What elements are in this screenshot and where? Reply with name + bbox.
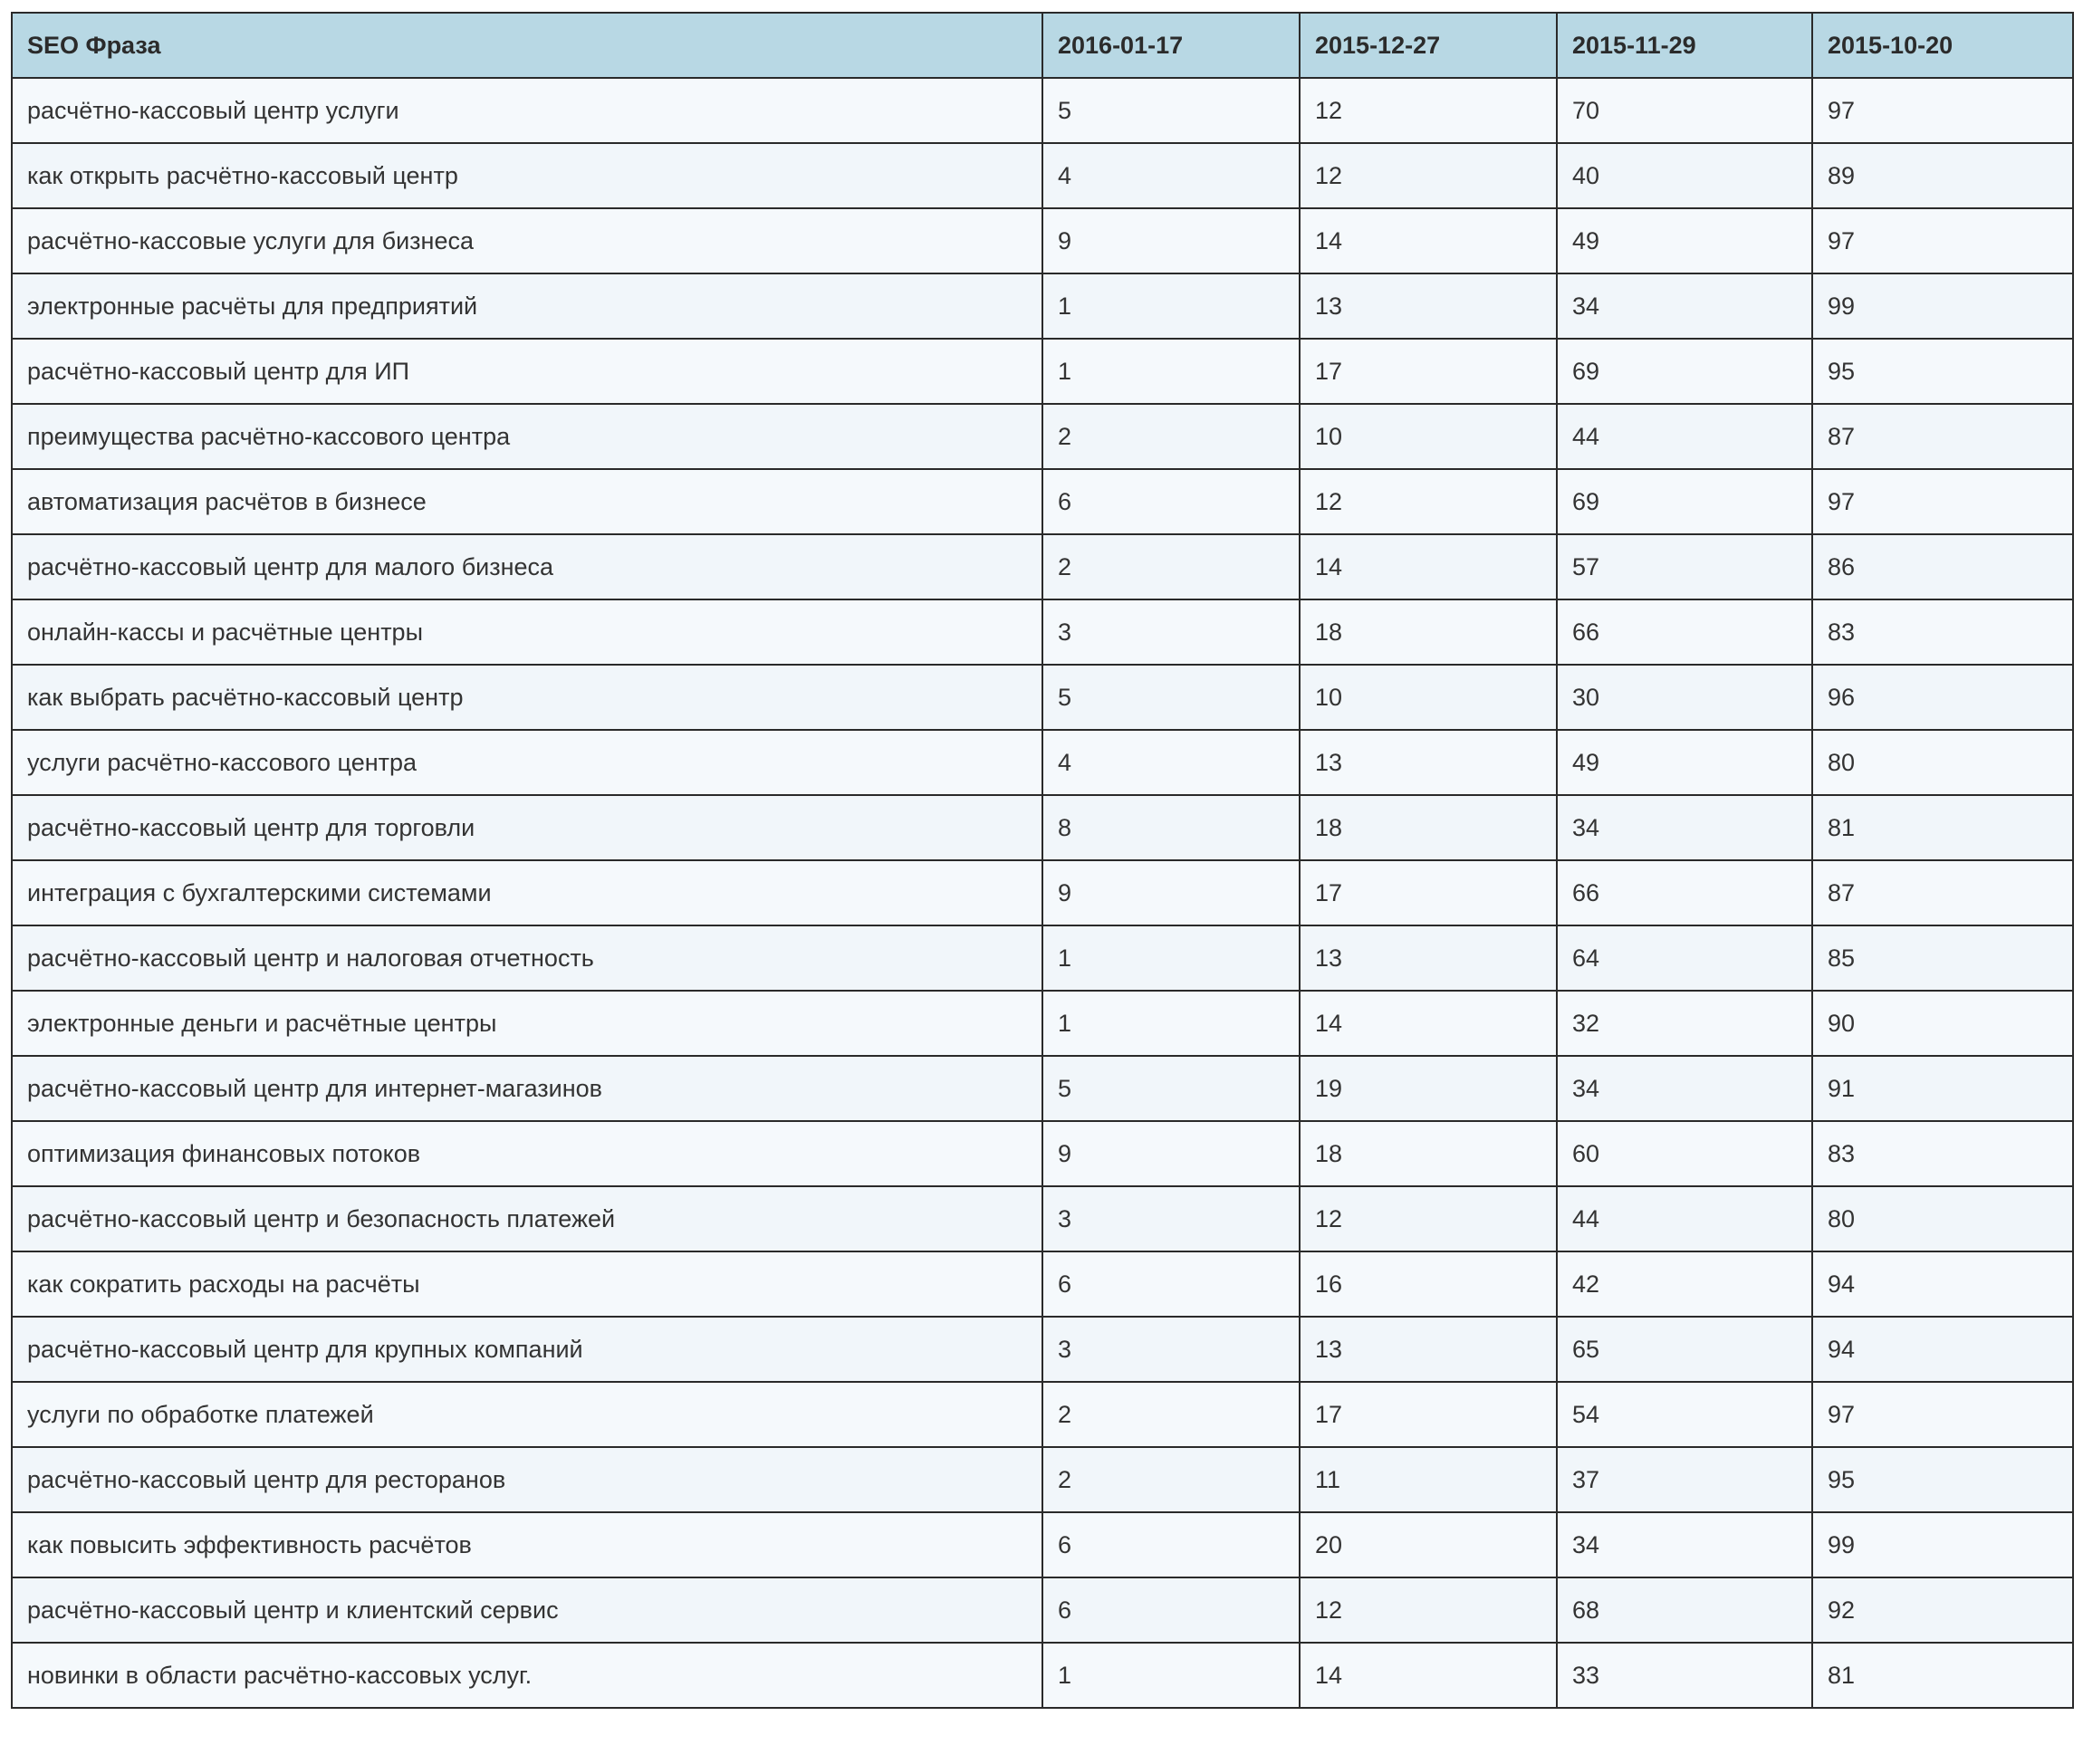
table-body — [12, 78, 2073, 1708]
cell-date-3: 68 — [1557, 1577, 1812, 1643]
cell-phrase: как выбрать расчётно-кассовый центр — [12, 665, 1042, 730]
cell-date-2: 18 — [1300, 795, 1557, 860]
table-header — [12, 13, 2073, 78]
cell-phrase: расчётно-кассовый центр и безопасность платежей — [12, 1186, 1042, 1251]
cell-date-3: 34 — [1557, 1056, 1812, 1121]
table-row — [12, 1643, 2073, 1708]
cell-date-3: 37 — [1557, 1447, 1812, 1512]
table-row — [12, 925, 2073, 991]
cell-date-2: 13 — [1300, 925, 1557, 991]
cell-date-2: 17 — [1300, 339, 1557, 404]
cell-date-1: 3 — [1042, 1317, 1300, 1382]
cell-date-1: 5 — [1042, 78, 1300, 143]
cell-date-3: 44 — [1557, 1186, 1812, 1251]
table-row — [12, 469, 2073, 534]
cell-date-3: 49 — [1557, 730, 1812, 795]
cell-date-1: 5 — [1042, 665, 1300, 730]
table-row — [12, 404, 2073, 469]
table-row — [12, 1577, 2073, 1643]
cell-date-1: 2 — [1042, 1382, 1300, 1447]
header-row — [12, 13, 2073, 78]
cell-date-2: 12 — [1300, 143, 1557, 208]
cell-date-1: 6 — [1042, 1577, 1300, 1643]
cell-date-3: 44 — [1557, 404, 1812, 469]
table-row — [12, 1251, 2073, 1317]
cell-date-1: 4 — [1042, 730, 1300, 795]
cell-date-1: 1 — [1042, 991, 1300, 1056]
cell-date-4: 97 — [1812, 78, 2073, 143]
cell-date-3: 69 — [1557, 469, 1812, 534]
cell-date-1: 4 — [1042, 143, 1300, 208]
table-row — [12, 534, 2073, 599]
cell-date-2: 14 — [1300, 1643, 1557, 1708]
cell-date-3: 33 — [1557, 1643, 1812, 1708]
cell-date-3: 65 — [1557, 1317, 1812, 1382]
cell-date-3: 34 — [1557, 795, 1812, 860]
cell-date-4: 89 — [1812, 143, 2073, 208]
cell-phrase: как повысить эффективность расчётов — [12, 1512, 1042, 1577]
cell-date-2: 14 — [1300, 534, 1557, 599]
cell-date-4: 86 — [1812, 534, 2073, 599]
cell-date-3: 32 — [1557, 991, 1812, 1056]
cell-phrase: расчётно-кассовый центр для торговли — [12, 795, 1042, 860]
cell-date-4: 80 — [1812, 1186, 2073, 1251]
cell-date-2: 18 — [1300, 1121, 1557, 1186]
cell-date-2: 12 — [1300, 78, 1557, 143]
table-row — [12, 599, 2073, 665]
table-row — [12, 1512, 2073, 1577]
cell-date-1: 2 — [1042, 1447, 1300, 1512]
table-row — [12, 665, 2073, 730]
cell-date-1: 9 — [1042, 208, 1300, 273]
cell-date-1: 5 — [1042, 1056, 1300, 1121]
cell-date-2: 20 — [1300, 1512, 1557, 1577]
cell-phrase: расчётно-кассовый центр и налоговая отчетность — [12, 925, 1042, 991]
cell-date-3: 66 — [1557, 599, 1812, 665]
cell-date-2: 10 — [1300, 404, 1557, 469]
cell-phrase: онлайн-кассы и расчётные центры — [12, 599, 1042, 665]
table-row — [12, 273, 2073, 339]
cell-date-1: 2 — [1042, 534, 1300, 599]
cell-date-4: 94 — [1812, 1251, 2073, 1317]
cell-date-4: 81 — [1812, 795, 2073, 860]
header-phrase: SEO Фраза — [12, 13, 1042, 78]
cell-date-2: 16 — [1300, 1251, 1557, 1317]
cell-date-1: 9 — [1042, 1121, 1300, 1186]
cell-phrase: электронные расчёты для предприятий — [12, 273, 1042, 339]
cell-date-1: 1 — [1042, 273, 1300, 339]
header-date-1: 2016-01-17 — [1042, 13, 1300, 78]
cell-phrase: расчётно-кассовый центр для интернет-магазинов — [12, 1056, 1042, 1121]
cell-date-4: 97 — [1812, 1382, 2073, 1447]
cell-date-2: 12 — [1300, 1577, 1557, 1643]
header-date-3: 2015-11-29 — [1557, 13, 1812, 78]
cell-date-1: 1 — [1042, 1643, 1300, 1708]
cell-date-3: 66 — [1557, 860, 1812, 925]
cell-date-4: 96 — [1812, 665, 2073, 730]
cell-date-1: 6 — [1042, 1512, 1300, 1577]
cell-phrase: интеграция с бухгалтерскими системами — [12, 860, 1042, 925]
cell-date-4: 87 — [1812, 860, 2073, 925]
cell-date-2: 13 — [1300, 1317, 1557, 1382]
cell-date-3: 34 — [1557, 273, 1812, 339]
cell-date-3: 64 — [1557, 925, 1812, 991]
cell-date-4: 97 — [1812, 208, 2073, 273]
cell-date-4: 97 — [1812, 469, 2073, 534]
table-row — [12, 991, 2073, 1056]
table-row — [12, 143, 2073, 208]
cell-phrase: услуги расчётно-кассового центра — [12, 730, 1042, 795]
cell-date-1: 6 — [1042, 469, 1300, 534]
cell-date-2: 14 — [1300, 208, 1557, 273]
cell-phrase: расчётно-кассовый центр для малого бизнеса — [12, 534, 1042, 599]
cell-date-4: 83 — [1812, 1121, 2073, 1186]
table-row — [12, 1317, 2073, 1382]
cell-date-4: 83 — [1812, 599, 2073, 665]
cell-phrase: преимущества расчётно-кассового центра — [12, 404, 1042, 469]
cell-phrase: расчётно-кассовый центр услуги — [12, 78, 1042, 143]
cell-phrase: оптимизация финансовых потоков — [12, 1121, 1042, 1186]
cell-phrase: как открыть расчётно-кассовый центр — [12, 143, 1042, 208]
cell-phrase: расчётно-кассовый центр для ресторанов — [12, 1447, 1042, 1512]
table-row — [12, 78, 2073, 143]
cell-phrase: услуги по обработке платежей — [12, 1382, 1042, 1447]
table-row — [12, 1186, 2073, 1251]
table-row — [12, 208, 2073, 273]
cell-date-2: 10 — [1300, 665, 1557, 730]
cell-date-3: 34 — [1557, 1512, 1812, 1577]
cell-date-3: 40 — [1557, 143, 1812, 208]
cell-date-4: 95 — [1812, 339, 2073, 404]
table-row — [12, 1447, 2073, 1512]
cell-phrase: электронные деньги и расчётные центры — [12, 991, 1042, 1056]
header-date-4: 2015-10-20 — [1812, 13, 2073, 78]
cell-date-3: 30 — [1557, 665, 1812, 730]
cell-date-3: 60 — [1557, 1121, 1812, 1186]
cell-date-4: 85 — [1812, 925, 2073, 991]
cell-date-4: 99 — [1812, 273, 2073, 339]
table-row — [12, 1056, 2073, 1121]
cell-date-1: 1 — [1042, 339, 1300, 404]
cell-phrase: расчётно-кассовый центр и клиентский сервис — [12, 1577, 1042, 1643]
table-row — [12, 1121, 2073, 1186]
seo-positions-table — [11, 12, 2074, 1709]
cell-phrase: автоматизация расчётов в бизнесе — [12, 469, 1042, 534]
cell-date-4: 87 — [1812, 404, 2073, 469]
cell-phrase: как сократить расходы на расчёты — [12, 1251, 1042, 1317]
cell-phrase: новинки в области расчётно-кассовых услуг. — [12, 1643, 1042, 1708]
cell-date-2: 17 — [1300, 1382, 1557, 1447]
cell-date-1: 3 — [1042, 599, 1300, 665]
cell-date-3: 57 — [1557, 534, 1812, 599]
cell-date-4: 91 — [1812, 1056, 2073, 1121]
cell-date-1: 9 — [1042, 860, 1300, 925]
cell-date-2: 11 — [1300, 1447, 1557, 1512]
table-row — [12, 1382, 2073, 1447]
seo-table-container — [11, 12, 2072, 1709]
header-date-2: 2015-12-27 — [1300, 13, 1557, 78]
cell-date-2: 17 — [1300, 860, 1557, 925]
cell-phrase: расчётно-кассовый центр для ИП — [12, 339, 1042, 404]
cell-date-2: 19 — [1300, 1056, 1557, 1121]
cell-date-4: 80 — [1812, 730, 2073, 795]
cell-date-2: 18 — [1300, 599, 1557, 665]
table-row — [12, 339, 2073, 404]
cell-date-3: 49 — [1557, 208, 1812, 273]
cell-date-3: 42 — [1557, 1251, 1812, 1317]
cell-date-2: 12 — [1300, 469, 1557, 534]
cell-date-2: 13 — [1300, 730, 1557, 795]
cell-date-3: 70 — [1557, 78, 1812, 143]
cell-date-1: 8 — [1042, 795, 1300, 860]
cell-date-2: 14 — [1300, 991, 1557, 1056]
cell-date-4: 81 — [1812, 1643, 2073, 1708]
table-row — [12, 795, 2073, 860]
cell-date-4: 99 — [1812, 1512, 2073, 1577]
cell-date-3: 69 — [1557, 339, 1812, 404]
cell-date-1: 2 — [1042, 404, 1300, 469]
cell-date-4: 94 — [1812, 1317, 2073, 1382]
cell-date-1: 1 — [1042, 925, 1300, 991]
cell-phrase: расчётно-кассовые услуги для бизнеса — [12, 208, 1042, 273]
cell-date-3: 54 — [1557, 1382, 1812, 1447]
table-row — [12, 860, 2073, 925]
cell-phrase: расчётно-кассовый центр для крупных компаний — [12, 1317, 1042, 1382]
cell-date-1: 6 — [1042, 1251, 1300, 1317]
cell-date-2: 13 — [1300, 273, 1557, 339]
cell-date-2: 12 — [1300, 1186, 1557, 1251]
cell-date-1: 3 — [1042, 1186, 1300, 1251]
table-row — [12, 730, 2073, 795]
cell-date-4: 95 — [1812, 1447, 2073, 1512]
cell-date-4: 90 — [1812, 991, 2073, 1056]
cell-date-4: 92 — [1812, 1577, 2073, 1643]
